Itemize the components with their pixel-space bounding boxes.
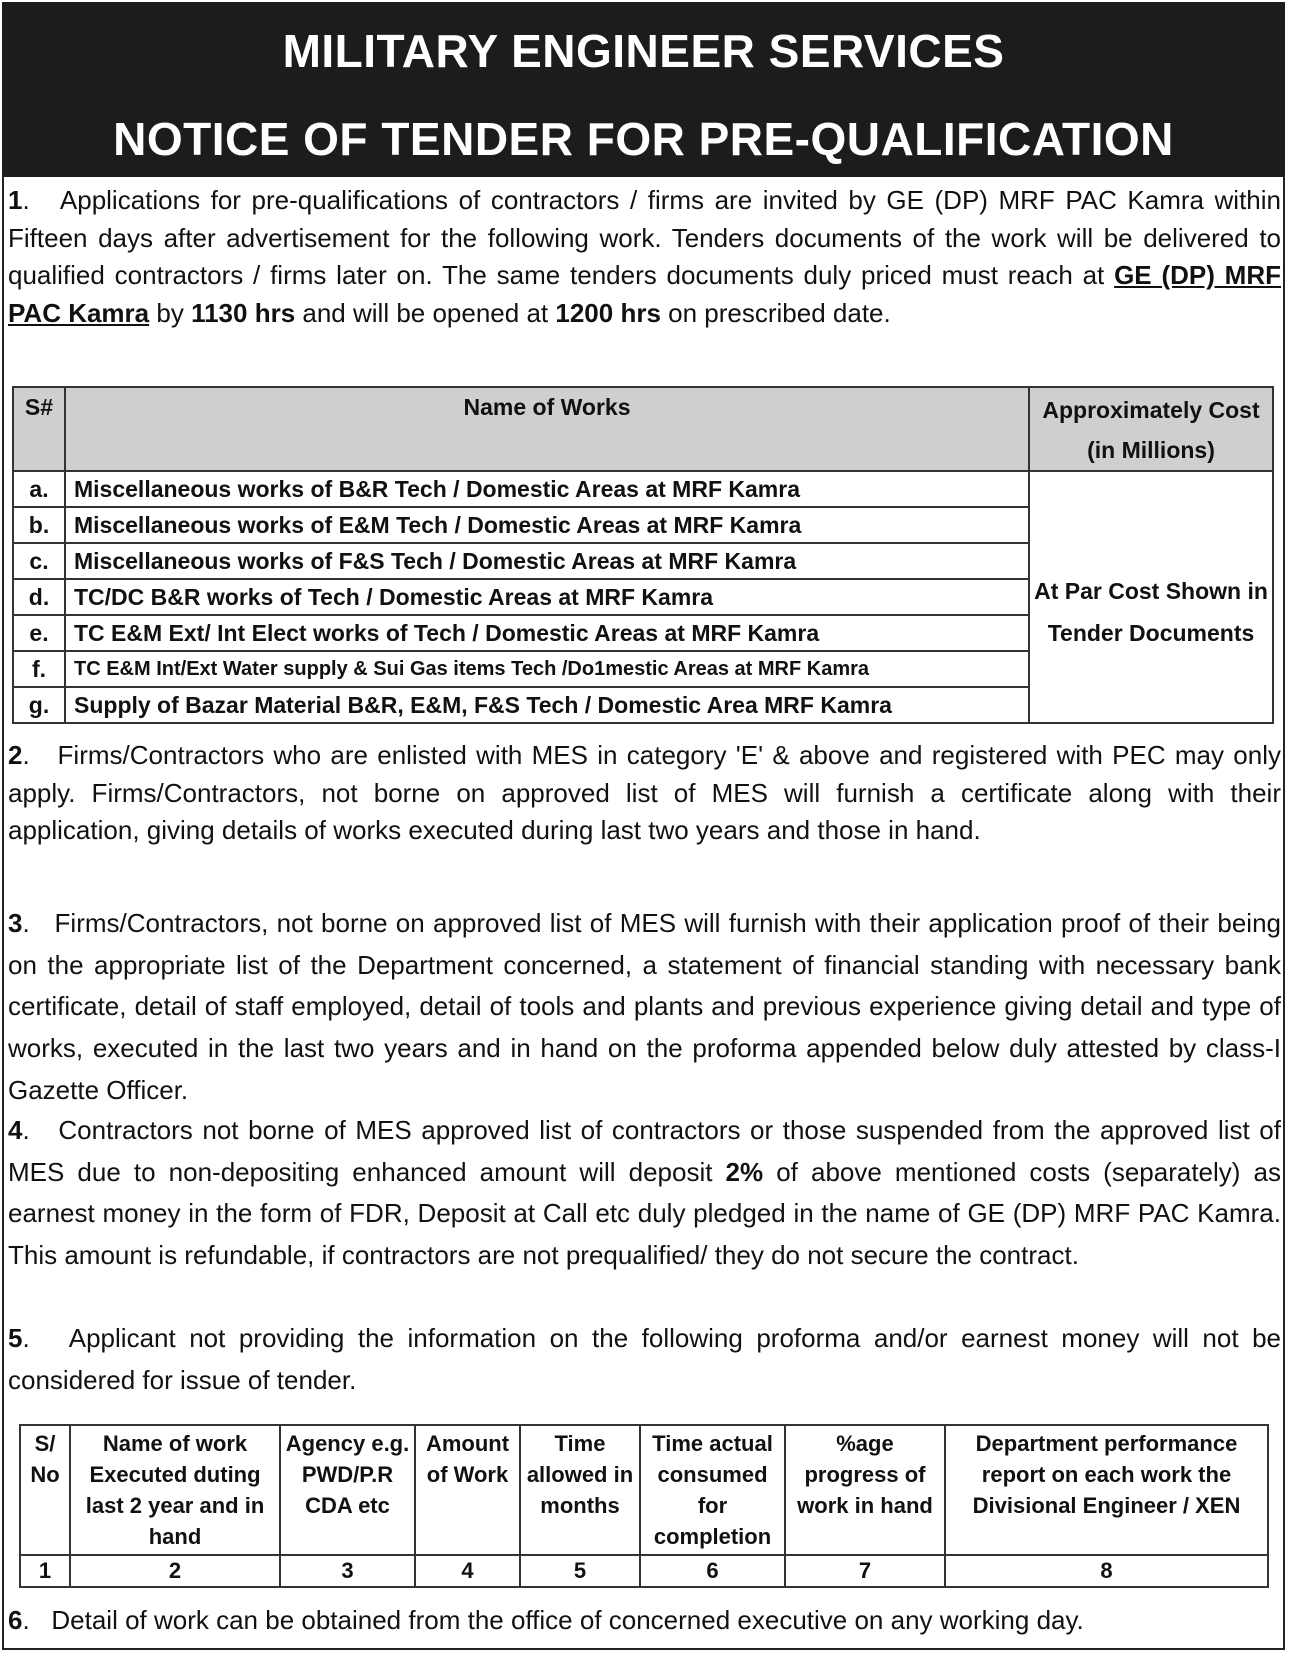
proforma-header: Amount of Work bbox=[415, 1425, 520, 1555]
works-row-sn: e. bbox=[13, 615, 65, 651]
works-header-cost: Approximately Cost (in Millions) bbox=[1029, 387, 1273, 471]
paragraph-1-time-2: 1200 hrs bbox=[555, 297, 661, 328]
paragraph-1-number: 1 bbox=[8, 185, 23, 215]
header-title: MILITARY ENGINEER SERVICES bbox=[282, 25, 1005, 77]
paragraph-1-text-d: on prescribed date. bbox=[668, 297, 891, 328]
paragraph-2-number: 2 bbox=[8, 740, 23, 770]
works-table bbox=[12, 386, 1274, 724]
works-row-name: TC E&M Int/Ext Water supply & Sui Gas items Tech /Do1mestic Areas at MRF Kamra bbox=[65, 651, 1029, 687]
paragraph-6-text: Detail of work can be obtained from the office of concerned executive on any working day. bbox=[51, 1605, 1084, 1635]
proforma-number: 6 bbox=[640, 1555, 785, 1587]
proforma-header: Agency e.g. PWD/P.R CDA etc bbox=[280, 1425, 415, 1555]
proforma-number: 1 bbox=[20, 1555, 70, 1587]
works-cost-cell: At Par Cost Shown in Tender Documents bbox=[1029, 471, 1273, 723]
paragraph-2: 2. Firms/Contractors who are enlisted with MES in category 'E' & above and registered with PEC may only apply. Firms/Contractors, not borne on approved list of MES will furnish a certificate along with their application, giving details of works executed during last two years and those in hand. bbox=[8, 740, 1281, 845]
paragraph-4-percent: 2% bbox=[725, 1156, 764, 1187]
paragraph-3-number: 3 bbox=[8, 908, 23, 938]
works-row-sn: a. bbox=[13, 471, 65, 507]
paragraph-1-text-a: Applications for pre-qualifications of contractors / firms are invited by GE (DP) MRF PAC Kamra within Fifteen days after advertisement for the following work. Tenders documents of the work will be delivered to qualified contractors / firms later on. The same tenders documents duly priced must reach at bbox=[8, 185, 1282, 290]
works-row-name: Miscellaneous works of B&R Tech / Domestic Areas at MRF Kamra bbox=[65, 471, 1029, 507]
paragraph-3-text: Firms/Contractors, not borne on approved list of MES will furnish with their application proof of their being on the appropriate list of the Department concerned, a statement of financial standing with necessary bank certificate, detail of staff employed, detail of tools and plants and previous experience giving detail and type of works, executed in the last two years and in hand on the proforma appended below duly attested by class-I Gazette Officer. bbox=[8, 908, 1281, 1105]
proforma-header: Time actual consumed for completion bbox=[640, 1425, 785, 1555]
paragraph-1-text-c: and will be opened at bbox=[302, 297, 549, 328]
paragraph-3: 3. Firms/Contractors, not borne on approved list of MES will furnish with their application proof of their being on the appropriate list of the Department concerned, a statement of financial standing with necessary bank certificate, detail of staff employed, detail of tools and plants and previous experience giving detail and type of works, executed in the last two years and in hand on the proforma appended below duly attested by class-I Gazette Officer. bbox=[8, 908, 1281, 1105]
works-row-sn: d. bbox=[13, 579, 65, 615]
proforma-header: Time allowed in months bbox=[520, 1425, 640, 1555]
proforma-number: 5 bbox=[520, 1555, 640, 1587]
table-row bbox=[20, 1555, 1268, 1587]
works-row-sn: f. bbox=[13, 651, 65, 687]
table-row bbox=[13, 471, 1273, 507]
proforma-number: 3 bbox=[280, 1555, 415, 1587]
paragraph-1-text-b: by bbox=[156, 297, 184, 328]
paragraph-2-text: Firms/Contractors who are enlisted with MES in category 'E' & above and registered with PEC may only apply. Firms/Contractors, not borne on approved list of MES will furnish a certificate along with their application, giving details of works executed during last two years and those in hand. bbox=[8, 740, 1281, 845]
proforma-header: %age progress of work in hand bbox=[785, 1425, 945, 1555]
works-row-sn: b. bbox=[13, 507, 65, 543]
paragraph-5: 5. Applicant not providing the information on the following proforma and/or earnest money will not be considered for issue of tender. bbox=[8, 1323, 1281, 1395]
paragraph-1-place: GE (DP) MRF PAC Kamra bbox=[8, 260, 1281, 328]
notice-header bbox=[2, 2, 1285, 177]
proforma-number: 7 bbox=[785, 1555, 945, 1587]
works-row-sn: c. bbox=[13, 543, 65, 579]
paragraph-4-number: 4 bbox=[8, 1115, 23, 1145]
works-row-name: Miscellaneous works of E&M Tech / Domestic Areas at MRF Kamra bbox=[65, 507, 1029, 543]
paragraph-5-text: Applicant not providing the information on the following proforma and/or earnest money will not be considered for issue of tender. bbox=[8, 1323, 1281, 1395]
works-header-name: Name of Works bbox=[65, 387, 1029, 471]
paragraph-4-text-a: Contractors not borne of MES approved list of contractors or those suspended from the approved list of MES due to non-depositing enhanced amount will deposit bbox=[8, 1115, 1281, 1187]
header-subtitle: NOTICE OF TENDER FOR PRE-QUALIFICATION bbox=[113, 113, 1174, 165]
proforma-header: Department performance report on each work the Divisional Engineer / XEN bbox=[945, 1425, 1268, 1555]
proforma-header: S/ No bbox=[20, 1425, 70, 1555]
works-row-sn: g. bbox=[13, 687, 65, 723]
paragraph-4: 4. Contractors not borne of MES approved list of contractors or those suspended from the approved list of MES due to non-depositing enhanced amount will deposit 2% of above mentioned costs (separately) as earnest money in the form of FDR, Deposit at Call etc duly pledged in the name of GE (DP) MRF PAC Kamra. This amount is refundable, if contractors are not prequalified/ they do not secure the contract. bbox=[8, 1115, 1281, 1271]
paragraph-6-number: 6 bbox=[8, 1605, 23, 1635]
proforma-table bbox=[19, 1424, 1269, 1588]
paragraph-4-text-b: of above mentioned costs (separately) as earnest money in the form of FDR, Deposit at Call etc duly pledged in the name of GE (DP) MRF PAC Kamra. This amount is refundable, if contractors are not prequalified/ they do not secure the contract. bbox=[8, 1156, 1281, 1271]
proforma-number: 8 bbox=[945, 1555, 1268, 1587]
proforma-number: 2 bbox=[70, 1555, 280, 1587]
works-row-name: TC/DC B&R works of Tech / Domestic Areas at MRF Kamra bbox=[65, 579, 1029, 615]
works-row-name: Miscellaneous works of F&S Tech / Domestic Areas at MRF Kamra bbox=[65, 543, 1029, 579]
proforma-header: Name of work Executed duting last 2 year and in hand bbox=[70, 1425, 280, 1555]
paragraph-1-time-1: 1130 hrs bbox=[191, 297, 296, 328]
paragraph-6: 6. Detail of work can be obtained from the office of concerned executive on any working day. bbox=[8, 1605, 1084, 1635]
paragraph-5-number: 5 bbox=[8, 1323, 23, 1353]
works-table-header-row bbox=[13, 387, 1273, 471]
works-header-sn: S# bbox=[13, 387, 65, 471]
proforma-number: 4 bbox=[415, 1555, 520, 1587]
works-row-name: Supply of Bazar Material B&R, E&M, F&S Tech / Domestic Area MRF Kamra bbox=[65, 687, 1029, 723]
paragraph-1: 1. Applications for pre-qualifications of contractors / firms are invited by GE (DP) MRF PAC Kamra within Fifteen days after advertisement for the following work. Tenders documents of the work will be delivered to qualified contractors / firms later on. The same tenders documents duly priced must reach at GE (DP) MRF PAC Kamra by 1130 hrs and will be opened at 1200 hrs on prescribed date. bbox=[8, 185, 1282, 328]
proforma-header-row bbox=[20, 1425, 1268, 1555]
works-row-name: TC E&M Ext/ Int Elect works of Tech / Domestic Areas at MRF Kamra bbox=[65, 615, 1029, 651]
